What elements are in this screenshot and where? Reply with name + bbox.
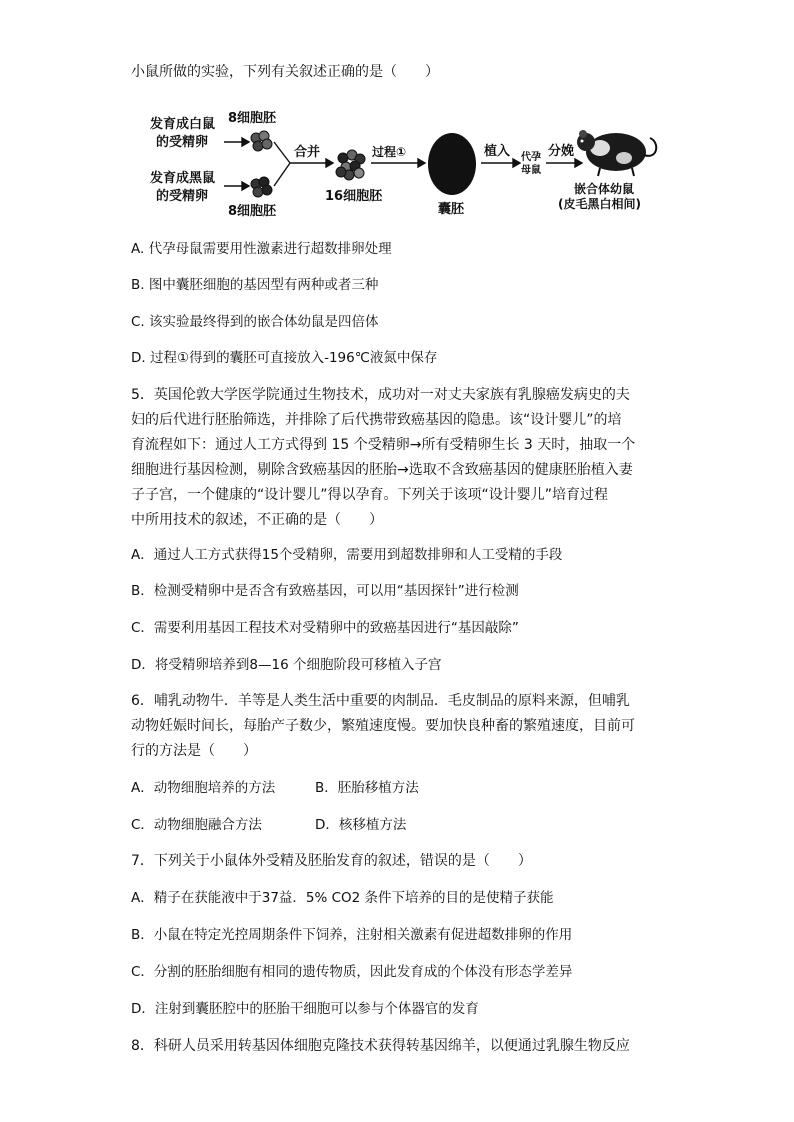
q4-option-a: A. 代孕母鼠需要用性激素进行超数排卵处理 <box>131 241 392 257</box>
q7-stem: 7．下列关于小鼠体外受精及胚胎发育的叙述，错误的是（ ） <box>131 853 532 869</box>
q7-option-a: A．精子在获能液中于37益．5% CO2 条件下培养的目的是使精子获能 <box>131 890 554 906</box>
merge-label: 合并 <box>294 145 321 160</box>
surrogate-label-1: 代孕 <box>521 152 541 163</box>
white-mouse-zygote-label-2: 的受精卵 <box>156 135 209 150</box>
q5-stem-line-2: 妇的后代进行胚胎筛选，并排除了后代携带致癌基因的隐患。该“设计婴儿”的培 <box>131 412 622 428</box>
q4-option-b: B. 图中囊胚细胞的基因型有两种或者三种 <box>131 277 379 293</box>
implant-label: 植入 <box>484 144 511 159</box>
q5-stem-line-1: 5．英国伦敦大学医学院通过生物技术，成功对一对丈夫家族有乳腺癌发病史的夫 <box>131 387 630 403</box>
arrow-to-top-embryo <box>224 138 249 146</box>
q5-stem-line-5: 子子宫，一个健康的“设计婴儿”得以孕育。下列关于该项“设计婴儿”培育过程 <box>131 487 609 503</box>
q6-options-row-2 <box>131 816 407 834</box>
process1-label: 过程① <box>372 145 407 159</box>
q5-option-c: C．需要利用基因工程技术对受精卵中的致癌基因进行“基因敲除” <box>131 620 519 636</box>
blastocyst-label: 囊胚 <box>438 202 465 217</box>
q6-option-c: C．动物细胞融合方法 <box>131 817 262 833</box>
q5-stem-line-6: 中所用技术的叙述，不正确的是（ ） <box>131 512 383 528</box>
offspring-label-1: 嵌合体幼鼠 <box>574 182 635 196</box>
implant-arrow <box>481 159 520 167</box>
q4-option-d: D. 过程①得到的囊胚可直接放入-196℃液氮中保存 <box>131 350 438 366</box>
16cell-embryo-icon <box>336 150 365 180</box>
question-intro-line: 小鼠所做的实验，下列有关叙述正确的是（ ） <box>131 64 439 80</box>
q6-stem-line-1: 6．哺乳动物牛．羊等是人类生活中重要的肉制品．毛皮制品的原料来源，但哺乳 <box>131 693 630 709</box>
bottom-8cell-embryo-icon <box>251 177 272 197</box>
16cell-label: 16细胞胚 <box>325 189 383 204</box>
q5-stem-line-3: 育流程如下：通过人工方式得到 15 个受精卵→所有受精卵生长 3 天时，抽取一个 <box>131 437 636 453</box>
chimera-mouse-icon <box>577 130 656 176</box>
arrow-to-bottom-embryo <box>224 182 249 190</box>
black-mouse-zygote-label-2: 的受精卵 <box>156 189 209 204</box>
q5-option-b: B．检测受精卵中是否含有致癌基因，可以用“基因探针”进行检测 <box>131 583 519 599</box>
embryo-chimera-diagram <box>138 100 668 230</box>
q6-options-row-1 <box>131 779 419 797</box>
black-mouse-zygote-label-1: 发育成黑鼠 <box>150 171 216 186</box>
q8-stem-line-1: 8．科研人员采用转基因体细胞克隆技术获得转基因绵羊，以便通过乳腺生物反应 <box>131 1038 630 1054</box>
top-8cell-embryo-icon <box>251 131 272 151</box>
offspring-label-2: (皮毛黑白相间) <box>558 197 641 211</box>
q5-option-a: A．通过人工方式获得15个受精卵，需要用到超数排卵和人工受精的手段 <box>131 547 563 563</box>
q6-option-a: A．动物细胞培养的方法 <box>131 780 276 796</box>
blastocyst-icon <box>428 133 476 195</box>
q5-stem-line-4: 细胞进行基因检测，剔除含致癌基因的胚胎→选取不含致癌基因的健康胚胎植入妻 <box>131 462 633 478</box>
q7-option-d: D．注射到囊胚腔中的胚胎干细胞可以参与个体器官的发育 <box>131 1001 479 1017</box>
surrogate-label-2: 母鼠 <box>521 165 541 176</box>
q7-option-b: B．小鼠在特定光控周期条件下饲养，注射相关激素有促进超数排卵的作用 <box>131 927 573 943</box>
q6-option-b: B．胚胎移植方法 <box>315 780 419 796</box>
q6-stem-line-3: 行的方法是（ ） <box>131 743 257 759</box>
top-8cell-label: 8细胞胚 <box>228 111 277 126</box>
q6-option-d: D．核移植方法 <box>315 817 407 833</box>
delivery-arrow <box>546 159 582 167</box>
q5-option-d: D．将受精卵培养到8—16 个细胞阶段可移植入子宫 <box>131 657 442 673</box>
delivery-label: 分娩 <box>548 144 575 159</box>
bottom-8cell-label: 8细胞胚 <box>228 204 277 219</box>
q7-option-c: C．分割的胚胎细胞有相同的遗传物质，因此发育成的个体没有形态学差异 <box>131 964 573 980</box>
q6-stem-line-2: 动物妊娠时间长，每胎产子数少，繁殖速度慢。要加快良种畜的繁殖速度，目前可 <box>131 718 635 734</box>
q4-option-c: C. 该实验最终得到的嵌合体幼鼠是四倍体 <box>131 314 379 330</box>
white-mouse-zygote-label-1: 发育成白鼠 <box>150 117 216 132</box>
process1-arrow <box>371 159 425 167</box>
